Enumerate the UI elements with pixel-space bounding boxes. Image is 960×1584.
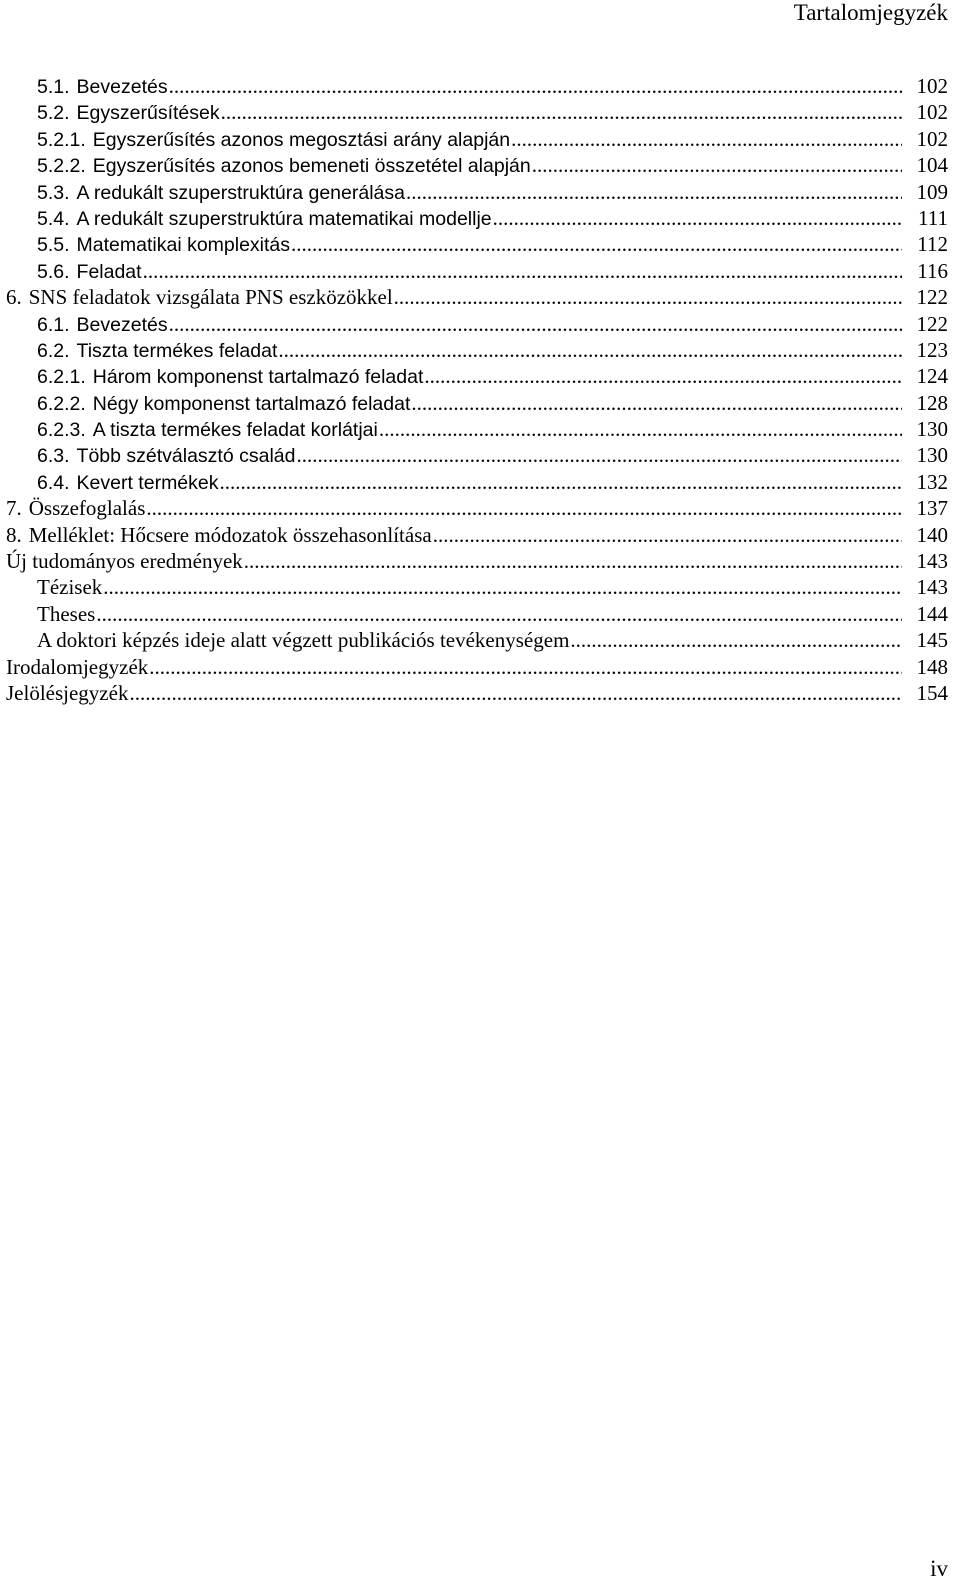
toc-entry-number: 5.6. — [37, 260, 70, 283]
toc-entry-page: 122 — [916, 285, 948, 310]
toc-entry[interactable] — [0, 284, 960, 310]
toc-entry[interactable] — [0, 363, 960, 389]
toc-dot-leader — [493, 205, 902, 231]
toc-entry-number: 6.2.1. — [37, 366, 86, 389]
toc-dot-leader — [291, 231, 902, 257]
toc-entry-page: 130 — [916, 443, 948, 468]
page-number: iv — [930, 1556, 948, 1581]
toc-entry-title: A redukált szuperstruktúra generálása — [76, 181, 405, 204]
toc-entry[interactable] — [0, 73, 960, 99]
toc-entry[interactable] — [0, 126, 960, 152]
toc-dot-leader — [244, 548, 902, 574]
toc-entry-number: 5.3. — [37, 181, 70, 204]
toc-entry-page: 111 — [918, 205, 948, 230]
toc-entry-number: 6.1. — [37, 313, 70, 336]
toc-entry-title: Bevezetés — [76, 76, 168, 98]
toc-entry-number: 8. — [6, 522, 22, 547]
toc-dot-leader — [511, 126, 902, 152]
toc-entry-page: 148 — [916, 654, 948, 679]
toc-entry[interactable] — [0, 205, 960, 231]
toc-dot-leader — [424, 363, 902, 389]
toc-entry-page: 102 — [916, 126, 948, 151]
toc-dot-leader — [570, 627, 902, 653]
toc-entry[interactable] — [0, 601, 960, 627]
toc-dot-leader — [394, 284, 902, 310]
table-of-contents — [0, 73, 960, 706]
toc-entry-number: 6.2.3. — [37, 419, 86, 442]
toc-entry-page: 144 — [916, 601, 948, 626]
toc-entry[interactable] — [0, 654, 960, 680]
toc-dot-leader — [532, 152, 902, 178]
toc-dot-leader — [129, 680, 902, 706]
toc-entry-page: 109 — [916, 179, 948, 204]
toc-entry-page: 102 — [916, 100, 948, 125]
toc-entry-title: Új tudományos eredmények — [6, 549, 243, 574]
toc-entry-page: 102 — [916, 74, 948, 98]
toc-entry-title: Theses — [37, 601, 96, 626]
toc-entry-title: Feladat — [76, 260, 142, 283]
toc-entry[interactable] — [0, 99, 960, 125]
toc-entry-title: Irodalomjegyzék — [6, 654, 149, 679]
toc-entry-number: 6.2. — [37, 339, 70, 362]
toc-entry-page: 140 — [916, 522, 948, 547]
toc-entry-title: Egyszerűsítés azonos megosztási arány alapján — [92, 128, 511, 151]
toc-entry-number: 5.5. — [37, 234, 70, 257]
toc-entry-page: 112 — [917, 232, 948, 257]
toc-entry-title: Matematikai komplexitás — [76, 234, 291, 257]
toc-entry-page: 123 — [916, 337, 948, 362]
toc-entry-title: Tiszta termékes feladat — [76, 339, 278, 362]
toc-entry[interactable] — [0, 469, 960, 495]
toc-entry-title: A doktori képzés ideje alatt végzett publikációs tevékenységem — [37, 628, 570, 653]
toc-entry-page: 137 — [916, 496, 948, 521]
toc-entry[interactable] — [0, 152, 960, 178]
toc-entry-page: 132 — [916, 469, 948, 494]
toc-entry-title: SNS feladatok vizsgálata PNS eszközökkel — [28, 285, 393, 310]
toc-entry-title: Négy komponenst tartalmazó feladat — [92, 392, 411, 415]
toc-dot-leader — [169, 311, 902, 337]
toc-entry-title: Egyszerűsítés azonos bemeneti összetétel alapján — [92, 155, 531, 178]
toc-entry-title: Összefoglalás — [28, 496, 146, 521]
toc-entry[interactable] — [0, 548, 960, 574]
toc-dot-leader — [169, 73, 902, 99]
toc-entry-page: 143 — [916, 549, 948, 574]
toc-entry[interactable] — [0, 390, 960, 416]
toc-dot-leader — [96, 601, 902, 627]
toc-entry[interactable] — [0, 311, 960, 337]
toc-entry[interactable] — [0, 337, 960, 363]
toc-entry-page: 122 — [916, 311, 948, 336]
running-header-title: Tartalomjegyzék — [793, 0, 948, 25]
toc-entry-number: 5.2.1. — [37, 128, 86, 151]
toc-entry-title: Jelölésjegyzék — [6, 680, 129, 705]
toc-entry[interactable] — [0, 574, 960, 600]
toc-entry-title: Tézisek — [37, 575, 103, 600]
toc-entry-page: 145 — [916, 628, 948, 653]
toc-entry[interactable] — [0, 495, 960, 521]
toc-entry-title: Bevezetés — [76, 313, 168, 336]
toc-entry[interactable] — [0, 522, 960, 548]
toc-entry[interactable] — [0, 231, 960, 257]
toc-entry[interactable] — [0, 179, 960, 205]
toc-dot-leader — [146, 495, 902, 521]
toc-entry-number: 6. — [6, 285, 22, 310]
toc-entry-page: 104 — [916, 153, 948, 178]
toc-dot-leader — [296, 442, 902, 468]
toc-entry-title: Kevert termékek — [76, 471, 219, 494]
toc-entry-title: A tiszta termékes feladat korlátjai — [92, 419, 378, 442]
toc-dot-leader — [221, 99, 902, 125]
toc-entry[interactable] — [0, 442, 960, 468]
toc-entry-number: 6.2.2. — [37, 392, 86, 415]
toc-entry-title: A redukált szuperstruktúra matematikai modellje — [76, 207, 492, 230]
toc-entry-title: Három komponenst tartalmazó feladat — [92, 366, 424, 389]
toc-dot-leader — [406, 179, 902, 205]
toc-entry-title: Több szétválasztó család — [76, 445, 296, 468]
toc-entry-page: 128 — [916, 390, 948, 415]
toc-entry-number: 5.2. — [37, 102, 70, 125]
toc-entry-page: 143 — [916, 575, 948, 600]
toc-entry-number: 5.1. — [37, 76, 70, 98]
toc-dot-leader — [143, 258, 902, 284]
toc-dot-leader — [103, 574, 902, 600]
toc-entry-title: Egyszerűsítések — [76, 102, 220, 125]
toc-entry[interactable] — [0, 258, 960, 284]
toc-entry-number: 6.3. — [37, 445, 70, 468]
toc-entry-title: Melléklet: Hőcsere módozatok összehasonlítása — [28, 522, 432, 547]
toc-entry[interactable] — [0, 680, 960, 706]
toc-entry-page: 130 — [916, 417, 948, 442]
toc-entry[interactable] — [0, 627, 960, 653]
toc-dot-leader — [220, 469, 903, 495]
toc-dot-leader — [411, 390, 902, 416]
toc-entry-number: 6.4. — [37, 471, 70, 494]
toc-dot-leader — [278, 337, 902, 363]
toc-dot-leader — [379, 416, 902, 442]
toc-dot-leader — [149, 654, 902, 680]
toc-entry-page: 116 — [917, 258, 948, 283]
toc-entry-number: 5.4. — [37, 207, 70, 230]
toc-dot-leader — [433, 522, 902, 548]
toc-entry-page: 154 — [916, 680, 948, 705]
toc-entry-number: 7. — [6, 496, 22, 521]
toc-entry-number: 5.2.2. — [37, 155, 86, 178]
toc-entry-page: 124 — [916, 364, 948, 389]
toc-entry[interactable] — [0, 416, 960, 442]
